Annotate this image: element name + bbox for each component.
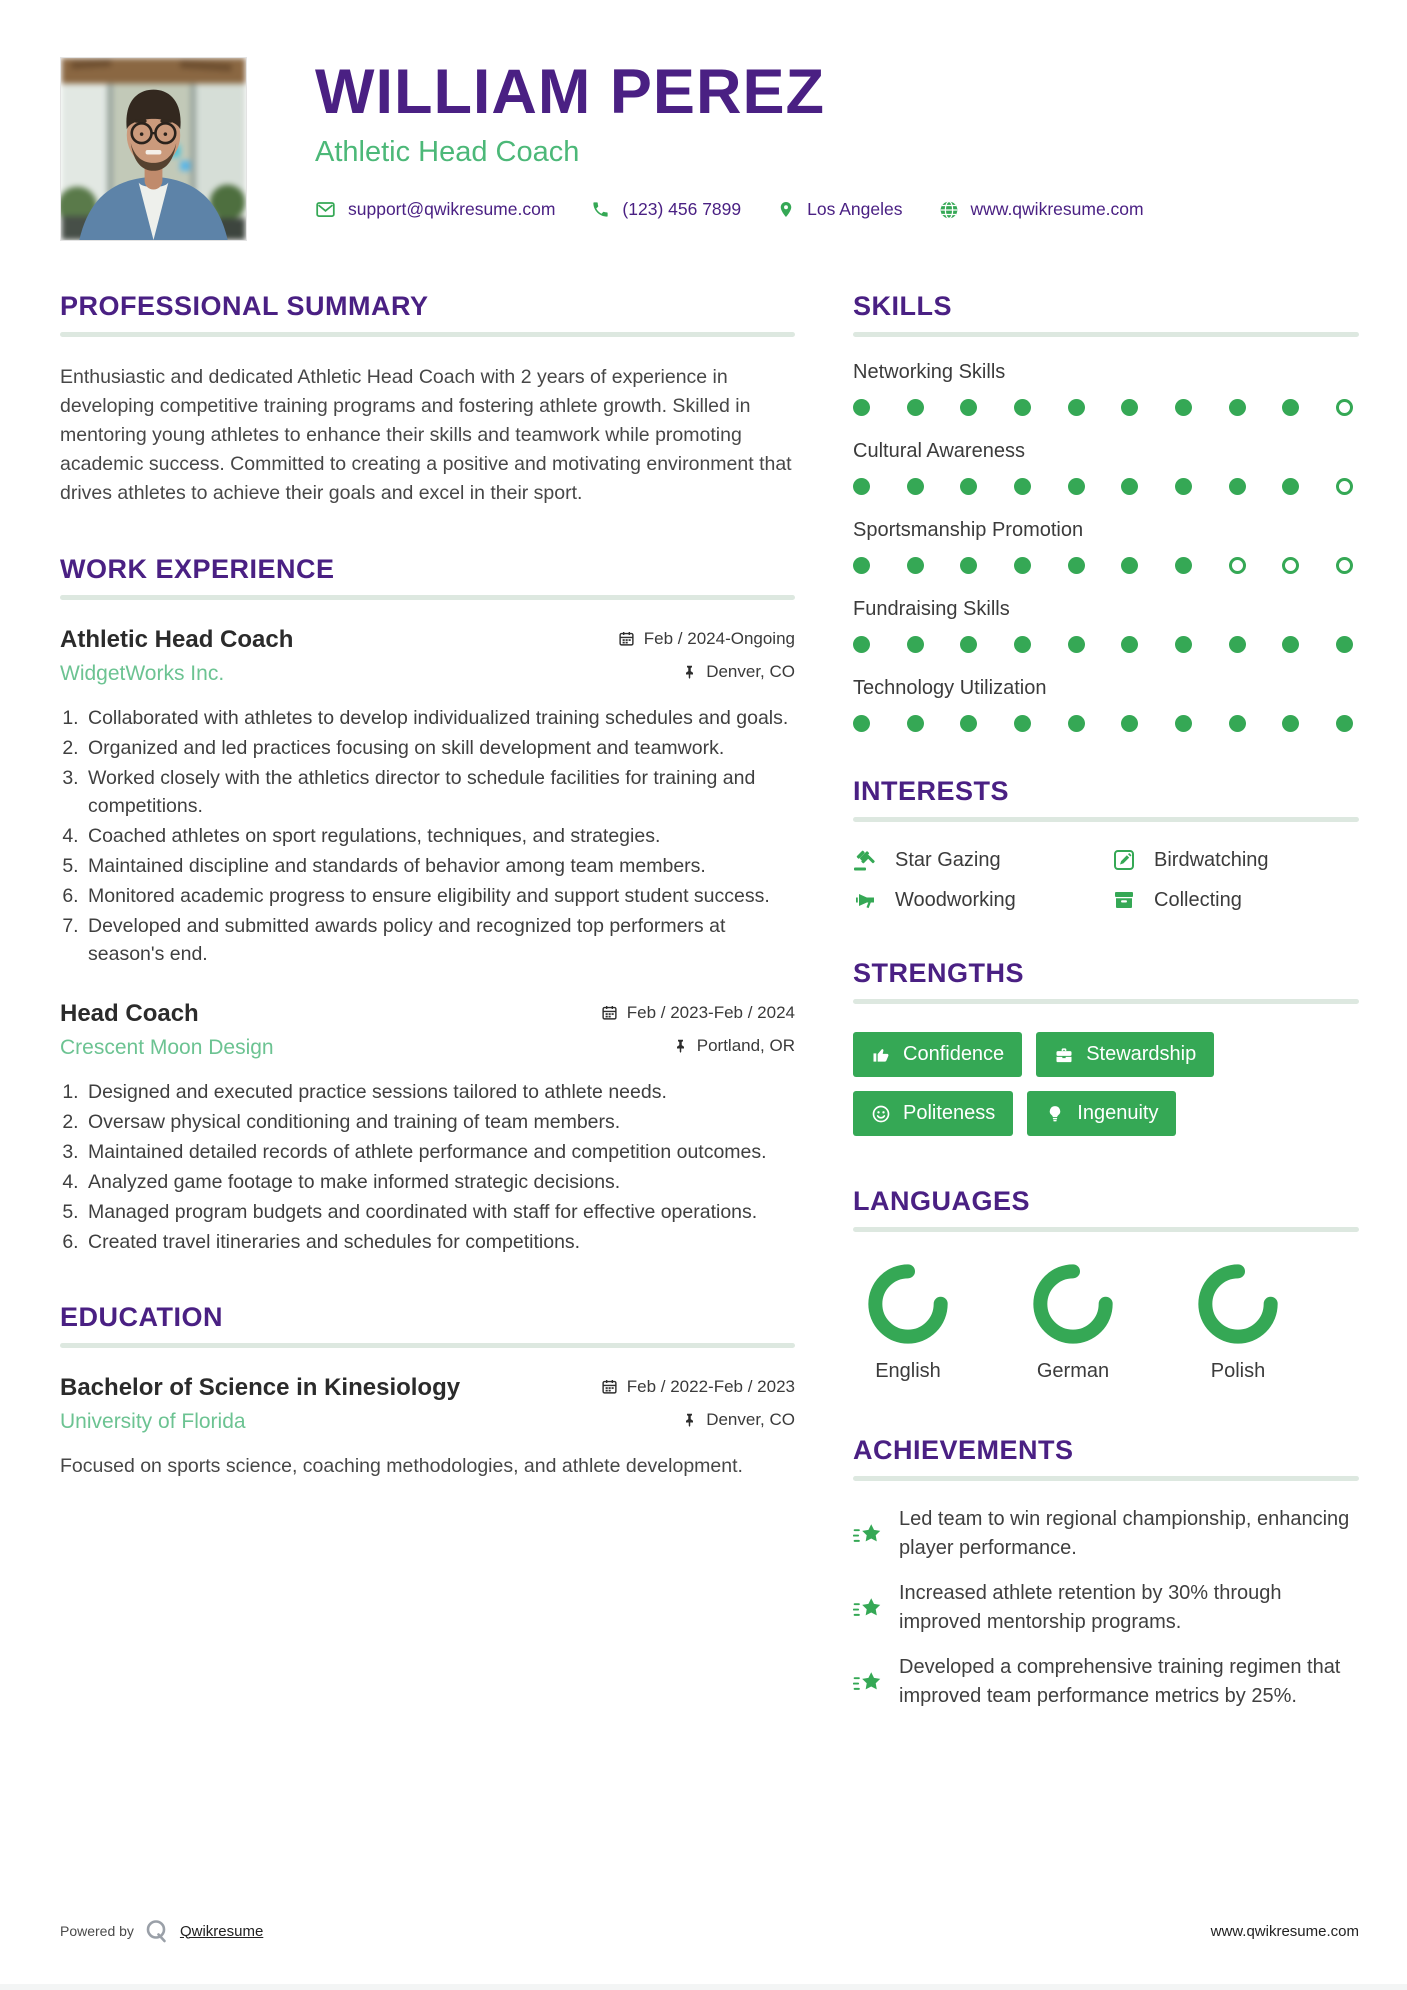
skill-dot	[1229, 557, 1246, 574]
skill-dot	[1068, 715, 1085, 732]
education-entry	[60, 1374, 795, 1481]
achievement-item	[853, 1653, 1359, 1711]
section-professional-summary	[60, 291, 795, 508]
skill-dot	[1336, 399, 1353, 416]
skill-dot	[960, 636, 977, 653]
achievement-text: Led team to win regional championship, enhancing player performance.	[899, 1508, 1350, 1559]
job-bullet: 5. Maintained discipline and standards of behavior among team members.	[84, 852, 795, 880]
lightbulb-icon	[1045, 1104, 1065, 1124]
pen-square-icon	[1112, 848, 1136, 872]
skill-dot	[960, 399, 977, 416]
job-company: WidgetWorks Inc.	[60, 662, 225, 685]
skill-dot	[1121, 557, 1138, 574]
skill-dot	[1336, 557, 1353, 574]
skill-dot	[960, 478, 977, 495]
bottom-strip	[0, 1984, 1407, 1990]
job-location-text: Portland, OR	[696, 1036, 795, 1055]
languages-heading: LANGUAGES	[853, 1186, 1031, 1216]
pushpin-icon	[682, 1412, 697, 1428]
education-location-text: Denver, CO	[706, 1410, 795, 1429]
skill-dot	[907, 478, 924, 495]
skill-name: Technology Utilization	[853, 677, 1047, 699]
strength-label: Confidence	[903, 1043, 1005, 1065]
skill-item	[853, 598, 1359, 653]
skill-item	[853, 519, 1359, 574]
interest-label: Birdwatching	[1154, 848, 1269, 871]
job-company: Crescent Moon Design	[60, 1036, 274, 1059]
smiley-icon	[871, 1104, 891, 1124]
job-entry	[60, 626, 795, 968]
language-level-ring	[866, 1262, 950, 1346]
shooting-star-icon	[853, 1507, 883, 1563]
left-column	[60, 291, 795, 1711]
interest-label: Collecting	[1154, 888, 1242, 911]
skill-dot	[1068, 399, 1085, 416]
contact-website[interactable]	[939, 199, 1144, 220]
school-name: University of Florida	[60, 1410, 246, 1433]
education-description: Focused on sports science, coaching methodologies, and athlete development.	[60, 1455, 743, 1477]
skill-dot	[853, 715, 870, 732]
language-level-ring	[1031, 1262, 1115, 1346]
job-bullet: 7. Developed and submitted awards policy and recognized top performers at season's end.	[84, 912, 795, 968]
job-bullet: 1. Collaborated with athletes to develop individualized training schedules and goals.	[84, 704, 795, 732]
footer	[60, 1918, 1359, 1944]
contact-email-text: support@qwikresume.com	[348, 199, 556, 219]
section-divider	[853, 999, 1359, 1004]
skill-dot	[1336, 715, 1353, 732]
skill-rating-dots	[853, 557, 1359, 574]
interests-heading: INTERESTS	[853, 776, 1010, 806]
achievements-heading: ACHIEVEMENTS	[853, 1435, 1074, 1465]
skill-dot	[1175, 399, 1192, 416]
contact-location[interactable]	[777, 199, 902, 220]
skill-dot	[1014, 557, 1031, 574]
job-bullet: 6. Monitored academic progress to ensure eligibility and support student success.	[84, 882, 795, 910]
skill-dot	[1068, 636, 1085, 653]
job-entry	[60, 1000, 795, 1256]
job-date-text: Feb / 2024-Ongoing	[643, 628, 795, 648]
skill-dot	[853, 636, 870, 653]
job-bullet: 4. Coached athletes on sport regulations, techniques, and strategies.	[84, 822, 795, 850]
location-pin-icon	[777, 199, 795, 220]
interest-item	[853, 848, 1100, 872]
shooting-star-icon	[853, 1655, 883, 1711]
job-bullet: 4. Analyzed game footage to make informed strategic decisions.	[84, 1168, 795, 1196]
interest-label: Star Gazing	[895, 848, 1001, 871]
job-title: Head Coach	[60, 1000, 199, 1027]
job-bullet: 3. Maintained detailed records of athlete performance and competition outcomes.	[84, 1138, 795, 1166]
calendar-icon	[601, 1004, 618, 1021]
education-date	[601, 1377, 795, 1397]
job-bullet: 5. Managed program budgets and coordinated with staff for effective operations.	[84, 1198, 795, 1226]
achievements-list	[853, 1505, 1359, 1711]
skill-rating-dots	[853, 715, 1359, 732]
skill-name: Networking Skills	[853, 361, 1006, 383]
content-columns	[60, 291, 1359, 1711]
job-date-text: Feb / 2023-Feb / 2024	[626, 1002, 795, 1022]
skill-item	[853, 440, 1359, 495]
skill-dot	[1175, 478, 1192, 495]
language-name: English	[875, 1360, 941, 1382]
skill-rating-dots	[853, 478, 1359, 495]
interest-label: Woodworking	[895, 888, 1016, 911]
section-divider	[853, 332, 1359, 337]
skill-name: Cultural Awareness	[853, 440, 1025, 462]
strengths-heading: STRENGTHS	[853, 958, 1025, 988]
skill-dot	[960, 715, 977, 732]
skill-dot	[1014, 478, 1031, 495]
skill-dot	[1282, 557, 1299, 574]
job-location	[682, 662, 795, 682]
person-name: WILLIAM PEREZ	[315, 57, 825, 127]
skill-dot	[1229, 399, 1246, 416]
skill-dot	[960, 557, 977, 574]
language-item	[1018, 1262, 1128, 1383]
strength-badge	[1027, 1091, 1176, 1136]
achievement-item	[853, 1579, 1359, 1637]
skill-item	[853, 361, 1359, 416]
skill-dot	[1175, 636, 1192, 653]
education-heading: EDUCATION	[60, 1302, 223, 1332]
language-name: German	[1036, 1360, 1110, 1382]
skill-name: Fundraising Skills	[853, 598, 1010, 620]
skill-dot	[1282, 715, 1299, 732]
skill-dot	[1229, 636, 1246, 653]
experience-heading: WORK EXPERIENCE	[60, 554, 335, 584]
skill-dot	[1175, 715, 1192, 732]
contact-location-text: Los Angeles	[807, 199, 903, 219]
job-location	[673, 1036, 795, 1056]
qwikresume-link[interactable]: Qwikresume	[179, 1922, 264, 1940]
job-date	[601, 1003, 795, 1023]
contact-phone-text: (123) 456 7899	[622, 199, 742, 219]
language-item	[853, 1262, 963, 1383]
skill-rating-dots	[853, 399, 1359, 416]
achievement-text: Increased athlete retention by 30% through improved mentorship programs.	[899, 1582, 1282, 1633]
job-bullet-list	[60, 704, 795, 968]
contact-phone[interactable]	[591, 199, 741, 220]
qwikresume-logo-icon	[144, 1918, 170, 1944]
briefcase-icon	[1054, 1045, 1074, 1065]
job-date	[618, 629, 795, 649]
job-title: Athletic Head Coach	[60, 626, 294, 653]
skill-dot	[1121, 478, 1138, 495]
footer-url[interactable]: www.qwikresume.com	[1210, 1922, 1359, 1940]
job-bullet: 2. Organized and led practices focusing on skill development and teamwork.	[84, 734, 795, 762]
calendar-icon	[618, 630, 635, 647]
skills-heading: SKILLS	[853, 291, 953, 321]
header	[60, 57, 1359, 241]
header-text	[315, 57, 1144, 220]
language-level-ring	[1196, 1262, 1280, 1346]
strength-badge	[853, 1091, 1013, 1136]
skill-rating-dots	[853, 636, 1359, 653]
contact-row	[315, 199, 1144, 220]
gavel-icon	[853, 848, 877, 872]
education-location	[682, 1410, 795, 1430]
language-name: Polish	[1210, 1360, 1266, 1382]
section-divider	[60, 595, 795, 600]
skill-dot	[853, 399, 870, 416]
languages-row	[853, 1262, 1359, 1383]
megaphone-icon	[853, 888, 877, 912]
job-bullet: 3. Worked closely with the athletics director to schedule facilities for training and competitions.	[84, 764, 795, 820]
globe-icon	[939, 200, 959, 220]
phone-icon	[591, 200, 610, 219]
section-work-experience	[60, 554, 795, 1256]
strength-label: Stewardship	[1086, 1043, 1197, 1065]
summary-heading: PROFESSIONAL SUMMARY	[60, 291, 429, 321]
archive-box-icon	[1112, 888, 1136, 912]
section-divider	[853, 1476, 1359, 1481]
job-location-text: Denver, CO	[706, 662, 795, 681]
summary-text: Enthusiastic and dedicated Athletic Head Coach with 2 years of experience in developing competitive training programs and fostering athlete growth. Skilled in mentoring young athletes to enhance their skills and teamwork while promoting academic success. Committed to creating a positive and motivating environment that drives athletes to achieve their goals and excel in their sport.	[60, 366, 792, 504]
pushpin-icon	[682, 664, 697, 680]
strength-badge	[1036, 1032, 1214, 1077]
section-divider	[60, 1343, 795, 1348]
skill-dot	[1282, 399, 1299, 416]
profile-photo-illustration	[61, 58, 246, 240]
skill-dot	[1282, 478, 1299, 495]
skill-dot	[1121, 399, 1138, 416]
interest-item	[853, 888, 1100, 912]
skill-dot	[907, 636, 924, 653]
right-column	[853, 291, 1359, 1711]
skill-dot	[1336, 478, 1353, 495]
section-education	[60, 1302, 795, 1481]
email-icon	[315, 199, 336, 220]
job-bullet-list	[60, 1078, 795, 1256]
skill-dot	[1229, 715, 1246, 732]
person-title: Athletic Head Coach	[315, 136, 580, 168]
section-divider	[853, 1227, 1359, 1232]
skill-dot	[1121, 636, 1138, 653]
strength-label: Politeness	[903, 1102, 996, 1124]
job-bullet: 2. Oversaw physical conditioning and training of team members.	[84, 1108, 795, 1136]
thumbs-up-icon	[871, 1045, 891, 1065]
contact-website-text: www.qwikresume.com	[970, 199, 1144, 219]
section-divider	[60, 332, 795, 337]
achievement-text: Developed a comprehensive training regimen that improved team performance metrics by 25%.	[899, 1656, 1341, 1707]
skill-dot	[1336, 636, 1353, 653]
skill-dot	[907, 557, 924, 574]
degree-title: Bachelor of Science in Kinesiology	[60, 1374, 461, 1401]
powered-by	[60, 1918, 263, 1944]
skill-dot	[853, 478, 870, 495]
skill-name: Sportsmanship Promotion	[853, 519, 1084, 541]
language-item	[1183, 1262, 1293, 1383]
section-skills	[853, 291, 1359, 732]
skill-dot	[1282, 636, 1299, 653]
skill-item	[853, 677, 1359, 732]
section-languages	[853, 1186, 1359, 1383]
interest-item	[1112, 888, 1359, 912]
skill-dot	[1014, 715, 1031, 732]
skill-dot	[1014, 399, 1031, 416]
skill-dot	[1175, 557, 1192, 574]
contact-email[interactable]	[315, 199, 555, 220]
profile-photo	[60, 57, 247, 241]
section-strengths	[853, 958, 1359, 1136]
achievement-item	[853, 1505, 1359, 1563]
job-bullet: 6. Created travel itineraries and schedules for competitions.	[84, 1228, 795, 1256]
interest-item	[1112, 848, 1359, 872]
strength-badge	[853, 1032, 1022, 1077]
interests-grid	[853, 848, 1359, 912]
powered-by-text: Powered by	[60, 1923, 134, 1939]
section-divider	[853, 817, 1359, 822]
strength-label: Ingenuity	[1077, 1102, 1159, 1124]
job-bullet: 1. Designed and executed practice sessions tailored to athlete needs.	[84, 1078, 795, 1106]
skill-dot	[1014, 636, 1031, 653]
skill-dot	[907, 399, 924, 416]
calendar-icon	[601, 1378, 618, 1395]
skill-dot	[907, 715, 924, 732]
education-date-text: Feb / 2022-Feb / 2023	[626, 1376, 795, 1396]
shooting-star-icon	[853, 1581, 883, 1637]
section-achievements	[853, 1435, 1359, 1711]
section-interests	[853, 776, 1359, 912]
skill-dot	[1068, 478, 1085, 495]
skill-dot	[1121, 715, 1138, 732]
strength-badges	[853, 1032, 1359, 1136]
skill-dot	[1068, 557, 1085, 574]
skill-dot	[1229, 478, 1246, 495]
pushpin-icon	[673, 1038, 688, 1054]
skill-dot	[853, 557, 870, 574]
